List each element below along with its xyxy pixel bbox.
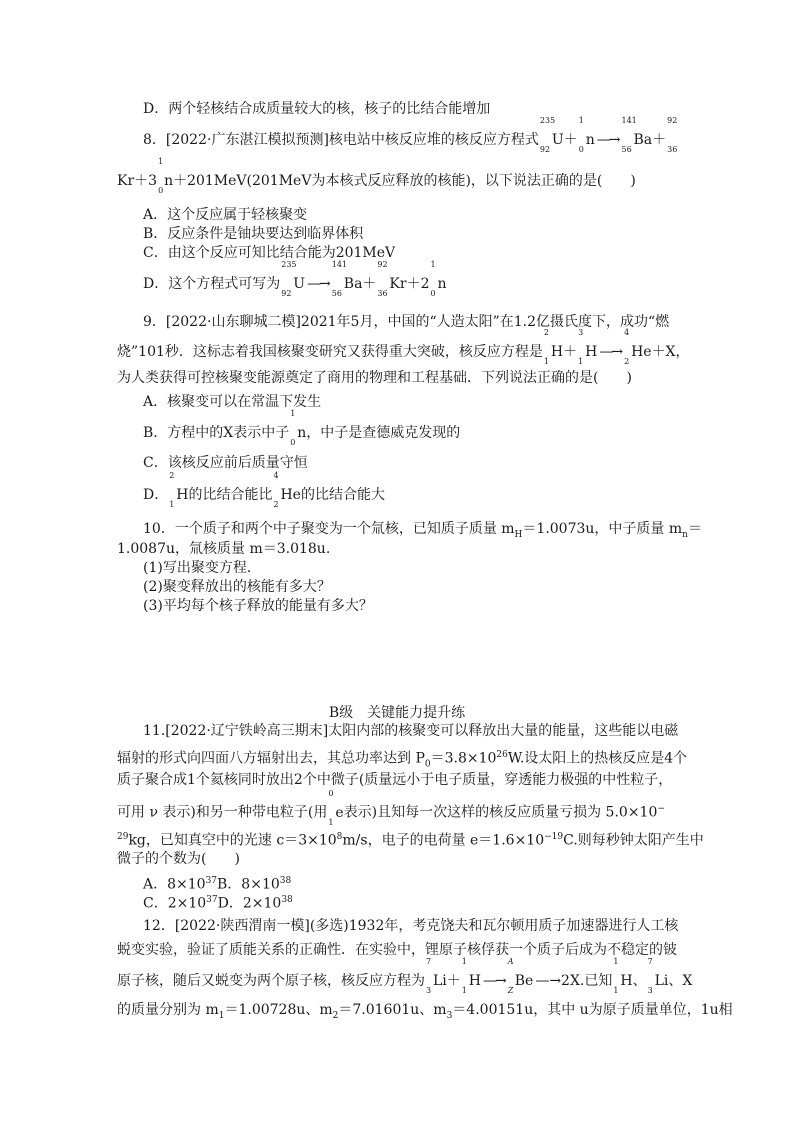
q12-sub-1: 1 [218, 1010, 225, 1021]
ba141-isotope: 141 56 Ba [621, 116, 653, 154]
he4-isotope: 4 2 He [624, 328, 652, 366]
neutron-isotope: 1 0 n [290, 409, 307, 447]
q8-kr: Kr＋3 [117, 173, 158, 189]
q10-sub-n: n [682, 529, 688, 540]
q11-exp-29: 29 [117, 832, 129, 842]
q9-option-b [143, 409, 461, 447]
q11-line-3: 质子聚合成1个氦核同时放出2个中微子(质量远小于电子质量，穿透能力极强的中性粒子， [117, 772, 673, 788]
q9-option-b-end: ，中子是查德威克发现的 [306, 425, 461, 441]
q8-stem-end: n＋201MeV(201MeV为本核式反应释放的核能)，以下说法正确的是( ) [164, 173, 636, 189]
u235-isotope: 235 92 U [539, 116, 564, 154]
q10-line-2: 1.0087u，氚核质量 m＝3.018u. [117, 541, 331, 557]
q11-line-4 [117, 788, 665, 827]
neutron-isotope: 1 0 n [430, 260, 447, 298]
q11-option-c-exp: 37 [206, 895, 218, 905]
h2-isotope: 2 1 H [543, 328, 564, 366]
q9-option-c: C．该核反应前后质量守恒 [143, 455, 308, 471]
arrow-icon: —→ [483, 973, 505, 989]
q11-line-2-b: ＝3.8×10 [430, 750, 497, 767]
q11-line-2-c: W.设太阳上的热核反应是4个 [507, 750, 688, 767]
q11-exp-19: −19 [544, 832, 564, 842]
q9-line-2-text: 烧”101秒．这标志着我国核聚变研究又获得重大突破，核反应方程是 [117, 344, 543, 360]
q12-line-2: 蜕变实验，验证了质能关系的正确性．在实验中，锂原子核俘获一个质子后成为不稳定的铍 [117, 942, 677, 958]
q11-line-2-a: 辐射的形式向四面八方辐射出去，其总功率达到 P [117, 750, 425, 767]
q9-line-2: 烧”101秒．这标志着我国核聚变研究又获得重大突破，核反应方程是 2 1 H＋ 3 1 H —→ 4 2 He＋X， [117, 328, 690, 366]
q9-option-d-mid: 的比结合能比 [188, 487, 273, 503]
q11-option-c: C．2×10 [143, 895, 207, 912]
q9-option-b-text: B．方程中的X表示中子 [143, 425, 290, 441]
q11-line-6: 微子的个数为( ) [117, 851, 240, 867]
q12-line-3: 原子核，随后又蜕变为两个原子核，核反应方程为 7 3 Li＋ 1 1 H —→ A Z Be — →2X.已知 1 1 H、 7 3 Li、X [117, 957, 693, 995]
be-isotope: A Z Be [507, 957, 534, 995]
q11-line-2 [117, 746, 687, 773]
q11-line-1: 11.[2022·辽宁铁岭高三期末]太阳内部的核聚变可以释放出大量的能量，这些能以电磁 [143, 723, 679, 739]
q12-sub-2: 2 [332, 1010, 339, 1021]
q8-option-d-label: D．这个方程式可写为 [143, 276, 281, 292]
q8-option-b: B．反应条件是铀块要达到临界体积 [143, 226, 364, 242]
q10-sub-1: (1)写出聚变方程． [143, 560, 261, 576]
u235-isotope: 235 92 U [281, 260, 306, 298]
q11-line-5-a: kg，已知真空中的光速 c＝3×10 [128, 832, 337, 849]
q11-option-d: D．2×10 [217, 895, 282, 912]
q10-sub-2: (2)聚变释放出的核能有多大？ [143, 579, 331, 595]
q9-line-3: 为人类获得可控核聚变能源奠定了商用的物理和工程基础．下列说法正确的是( ) [117, 370, 632, 386]
q12-line-3-a: 原子核，随后又蜕变为两个原子核，核反应方程为 [117, 973, 425, 989]
li7-isotope: 7 3 Li [647, 957, 669, 995]
q12-line-4-c: ＝7.01601u、m [338, 1002, 447, 1018]
q9-option-d-end: 的比结合能大 [300, 487, 385, 503]
q11-options-cd [143, 891, 293, 913]
kr92-isotope-start: 92 36 [667, 116, 678, 154]
h2-isotope: 2 1 H [169, 471, 189, 509]
q8-option-a: A．这个反应属于轻核聚变 [143, 207, 308, 223]
q11-exp-minus: − [657, 804, 665, 814]
q11-option-d-exp: 38 [281, 895, 293, 905]
q12-line-4-a: 的质量分别为 m [117, 1002, 219, 1018]
q12-line-4-b: ＝1.00728u、m [224, 1002, 333, 1018]
neutron-isotope: 1 0 [158, 157, 164, 195]
q11-option-b-exp: 38 [279, 876, 292, 886]
q12-line-1: 12．[2022·陕西渭南一模](多选)1932年，考克饶夫和瓦尔顿用质子加速器进行人工核 [143, 918, 679, 934]
q11-exp-26: 26 [496, 750, 508, 760]
q11-option-b: B．8×10 [217, 876, 280, 893]
li7-isotope: 7 3 Li [426, 957, 447, 995]
q11-option-a: A．8×10 [143, 876, 206, 893]
q11-option-a-exp: 37 [205, 876, 218, 886]
section-b-title: B级 关键能力提升练 [328, 705, 466, 721]
q11-sub-0: 0 [424, 759, 431, 770]
q7-option-d: D．两个轻核结合成质量较大的核，核子的比结合能增加 [143, 101, 491, 117]
q10-sub-3: (3)平均每个核子释放的能量有多大？ [143, 598, 373, 614]
q10-sub-h: H [514, 529, 523, 540]
q12-line-4-d: ＝4.00151u，其中 u为原子质量单位，1u相 [452, 1002, 733, 1018]
q12-line-3-b: →2X.已知 [549, 973, 613, 989]
q8-option-d: D．这个方程式可写为 235 92 U —→ 141 56 Ba＋ 92 36 Kr＋2 1 0 n [143, 260, 447, 298]
q8-stem: 8．[2022·广东湛江模拟预测]核电站中核反应堆的核反应方程式 [143, 132, 539, 148]
q9-option-a: A．核聚变可以在常温下发生 [143, 394, 322, 410]
q12-line-3-c: 、X [668, 973, 693, 989]
q11-line-4-a: 可用 ν 表示)和另一种带电粒子(用 [117, 804, 328, 821]
kr92-isotope: 92 36 Kr [377, 260, 407, 298]
q11-line-5-b: m/s，电子的电荷量 e＝1.6×10 [342, 832, 545, 849]
neutron-isotope: 1 0 n [578, 116, 595, 154]
q11-line-4-b: 表示)且知每一次这样的核反应质量亏损为 5.0×10 [343, 804, 658, 821]
q9-option-d [143, 471, 385, 509]
h1-isotope: 1 1 H [461, 957, 481, 995]
q11-line-5 [117, 828, 704, 850]
q10-text-b: ＝1.0073u，中子质量 m [522, 521, 683, 537]
q12-line-4 [117, 1001, 733, 1025]
q11-exp-8: 8 [336, 832, 343, 842]
q10-text-a: 10．一个质子和两个中子聚变为一个氚核，已知质子质量 m [143, 521, 515, 537]
he4-isotope: 4 2 He [273, 471, 301, 509]
q8-line-1: 8．[2022·广东湛江模拟预测]核电站中核反应堆的核反应方程式 235 92 U＋ 1 0 n —→ 141 56 Ba＋ 92 36 [143, 116, 678, 154]
q8-line-2 [117, 157, 636, 195]
arrow-icon: —→ [596, 132, 619, 148]
ba141-isotope: 141 56 Ba [331, 260, 363, 298]
h1-isotope: 1 1 H [613, 957, 633, 995]
q8-option-c: C．由这个反应可知比结合能为201MeV [143, 245, 396, 261]
q10-text-c: ＝ [687, 521, 702, 537]
q9-option-d-label: D． [143, 487, 169, 503]
q12-sub-3: 3 [446, 1010, 453, 1021]
positron-isotope: 0 1 e [328, 788, 344, 827]
q11-line-5-c: C.则每秒钟太阳产生中 [563, 832, 704, 849]
arrow-icon: —→ [307, 276, 329, 292]
q9-line-2-end: ＋X， [651, 344, 690, 360]
q9-line-1: 9．[2022·山东聊城二模]2021年5月，中国的“人造太阳”在1.2亿摄氏度下，成功“燃 [143, 314, 670, 330]
arrow-icon: — [535, 973, 548, 989]
arrow-icon: —→ [599, 344, 622, 360]
h3-isotope: 3 1 H [578, 328, 598, 366]
